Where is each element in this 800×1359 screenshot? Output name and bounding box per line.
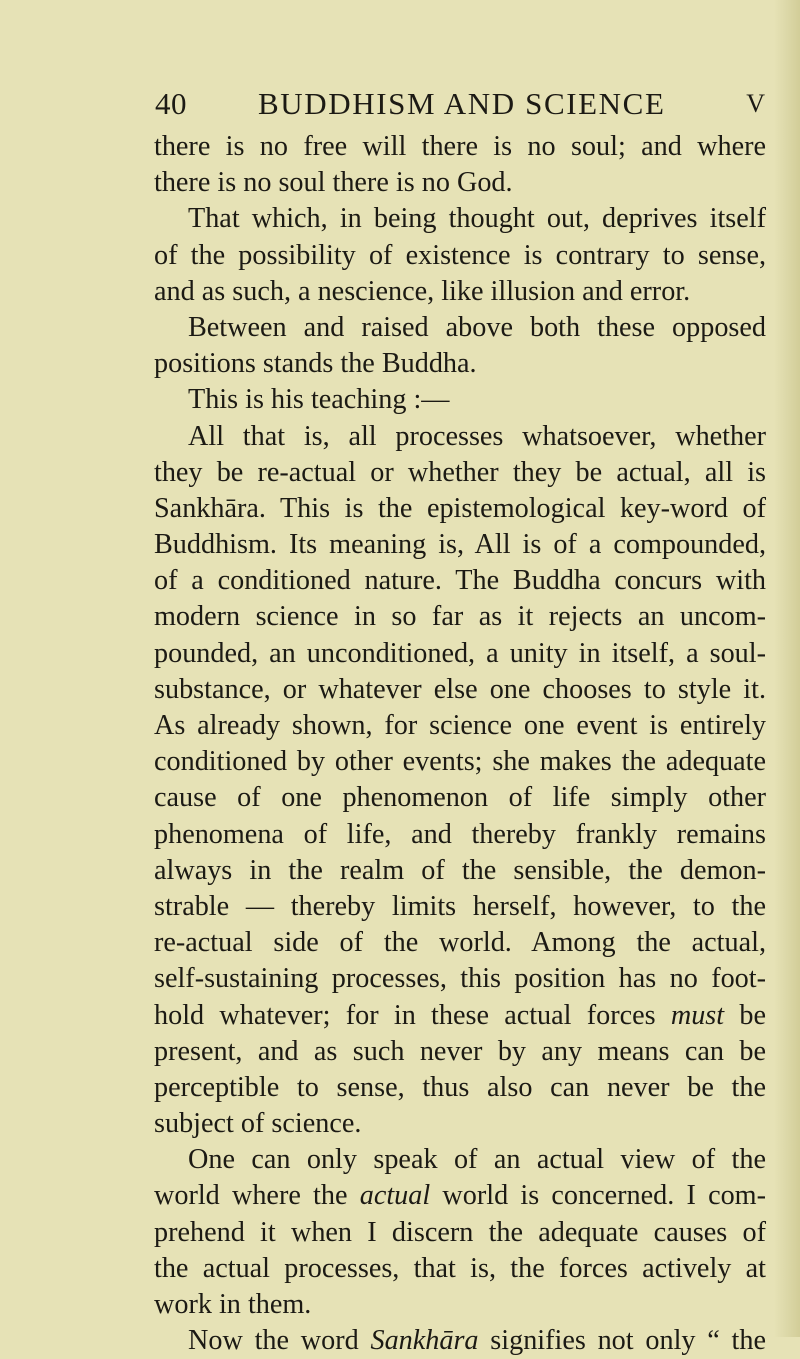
- text-segment: always in the realm of the sensible, the demon-: [154, 854, 766, 886]
- text-line: [154, 708, 766, 744]
- text-line: [154, 1323, 766, 1359]
- text-line: [154, 527, 766, 563]
- text-line: [154, 998, 766, 1034]
- running-title: BUDDHISM AND SCIENCE: [258, 86, 666, 121]
- text-segment: substance, or whatever else one chooses to style it.: [154, 673, 766, 705]
- text-segment: Now the word: [188, 1325, 371, 1357]
- text-segment: the actual processes, that is, the forces actively at: [154, 1252, 766, 1284]
- text-line: [154, 1287, 766, 1323]
- text-segment: perceptible to sense, thus also can never be the: [154, 1071, 766, 1103]
- running-head: [155, 84, 765, 124]
- text-segment: world is concerned. I com-: [430, 1180, 766, 1212]
- text-line: [154, 889, 766, 925]
- text-segment: of a conditioned nature. The Buddha concurs with: [154, 565, 766, 597]
- text-line: [154, 1106, 766, 1142]
- text-segment: One can only speak of an actual view of the: [188, 1144, 766, 1176]
- text-line: [154, 419, 766, 455]
- text-line: [154, 853, 766, 889]
- text-line: [154, 129, 766, 165]
- text-segment: there is no soul there is no God.: [154, 167, 513, 199]
- page-number: 40: [155, 86, 187, 121]
- text-line: [154, 201, 766, 237]
- text-line: [154, 1070, 766, 1106]
- text-segment: positions stands the Buddha.: [154, 348, 477, 380]
- text-segment: Sankhāra. This is the epistemological key-word of: [154, 492, 766, 524]
- text-segment: world where the: [154, 1180, 360, 1212]
- text-line: [154, 744, 766, 780]
- page-edge-shadow: [774, 0, 800, 1337]
- text-line: [154, 1251, 766, 1287]
- text-line: [154, 455, 766, 491]
- text-line: [154, 1034, 766, 1070]
- text-segment: they be re-actual or whether they be actual, all is: [154, 456, 766, 488]
- text-segment: hold whatever; for in these actual forces: [154, 999, 671, 1031]
- italic-word: must: [670, 999, 725, 1031]
- text-segment: and as such, a nescience, like illusion and error.: [154, 275, 691, 307]
- body-text: [154, 129, 766, 1359]
- text-segment: present, and as such never by any means can be: [154, 1035, 766, 1067]
- text-segment: subject of science.: [154, 1108, 362, 1140]
- text-line: [154, 780, 766, 816]
- text-line: [154, 165, 766, 201]
- text-line: [154, 1178, 766, 1214]
- text-line: [154, 491, 766, 527]
- italic-word: Sankhāra: [370, 1325, 479, 1357]
- text-line: [154, 672, 766, 708]
- text-line: [154, 563, 766, 599]
- text-line: [154, 817, 766, 853]
- text-line: [154, 1215, 766, 1251]
- text-segment: signifies not only “ the: [478, 1325, 766, 1357]
- text-line: [154, 346, 766, 382]
- text-segment: re-actual side of the world. Among the actual,: [154, 927, 766, 959]
- text-segment: strable — thereby limits herself, however, to the: [154, 890, 766, 922]
- text-line: [154, 961, 766, 997]
- text-segment: there is no free will there is no soul; and where: [154, 131, 766, 162]
- text-line: [154, 310, 766, 346]
- text-segment: modern science in so far as it rejects an uncom-: [154, 601, 766, 633]
- text-segment: As already shown, for science one event is entirely: [154, 710, 766, 741]
- text-line: [154, 274, 766, 310]
- text-line: [154, 636, 766, 672]
- text-segment: self-sustaining processes, this position has no foot-: [154, 963, 766, 995]
- text-segment: Between and raised above both these opposed: [188, 311, 766, 343]
- text-segment: of the possibility of existence is contrary to sense,: [154, 239, 766, 271]
- text-line: [154, 599, 766, 635]
- text-segment: work in them.: [154, 1289, 312, 1320]
- text-segment: pounded, an unconditioned, a unity in itself, a soul-: [154, 637, 766, 669]
- text-segment: prehend it when I discern the adequate causes of: [154, 1216, 766, 1248]
- text-segment: All that is, all processes whatsoever, whether: [188, 420, 766, 452]
- text-segment: be: [724, 999, 766, 1031]
- italic-word: actual: [359, 1180, 431, 1212]
- text-line: [154, 1142, 766, 1178]
- text-line: [154, 382, 766, 418]
- text-segment: phenomena of life, and thereby frankly remains: [154, 818, 766, 850]
- text-line: [154, 238, 766, 274]
- text-segment: Buddhism. Its meaning is, All is of a compounded,: [154, 529, 766, 561]
- chapter-number: V: [746, 89, 765, 118]
- text-segment: That which, in being thought out, deprives itself: [188, 203, 766, 235]
- text-segment: conditioned by other events; she makes the adequate: [154, 746, 766, 778]
- text-segment: cause of one phenomenon of life simply other: [154, 782, 766, 814]
- text-segment: This is his teaching :—: [188, 384, 450, 416]
- text-line: [154, 925, 766, 961]
